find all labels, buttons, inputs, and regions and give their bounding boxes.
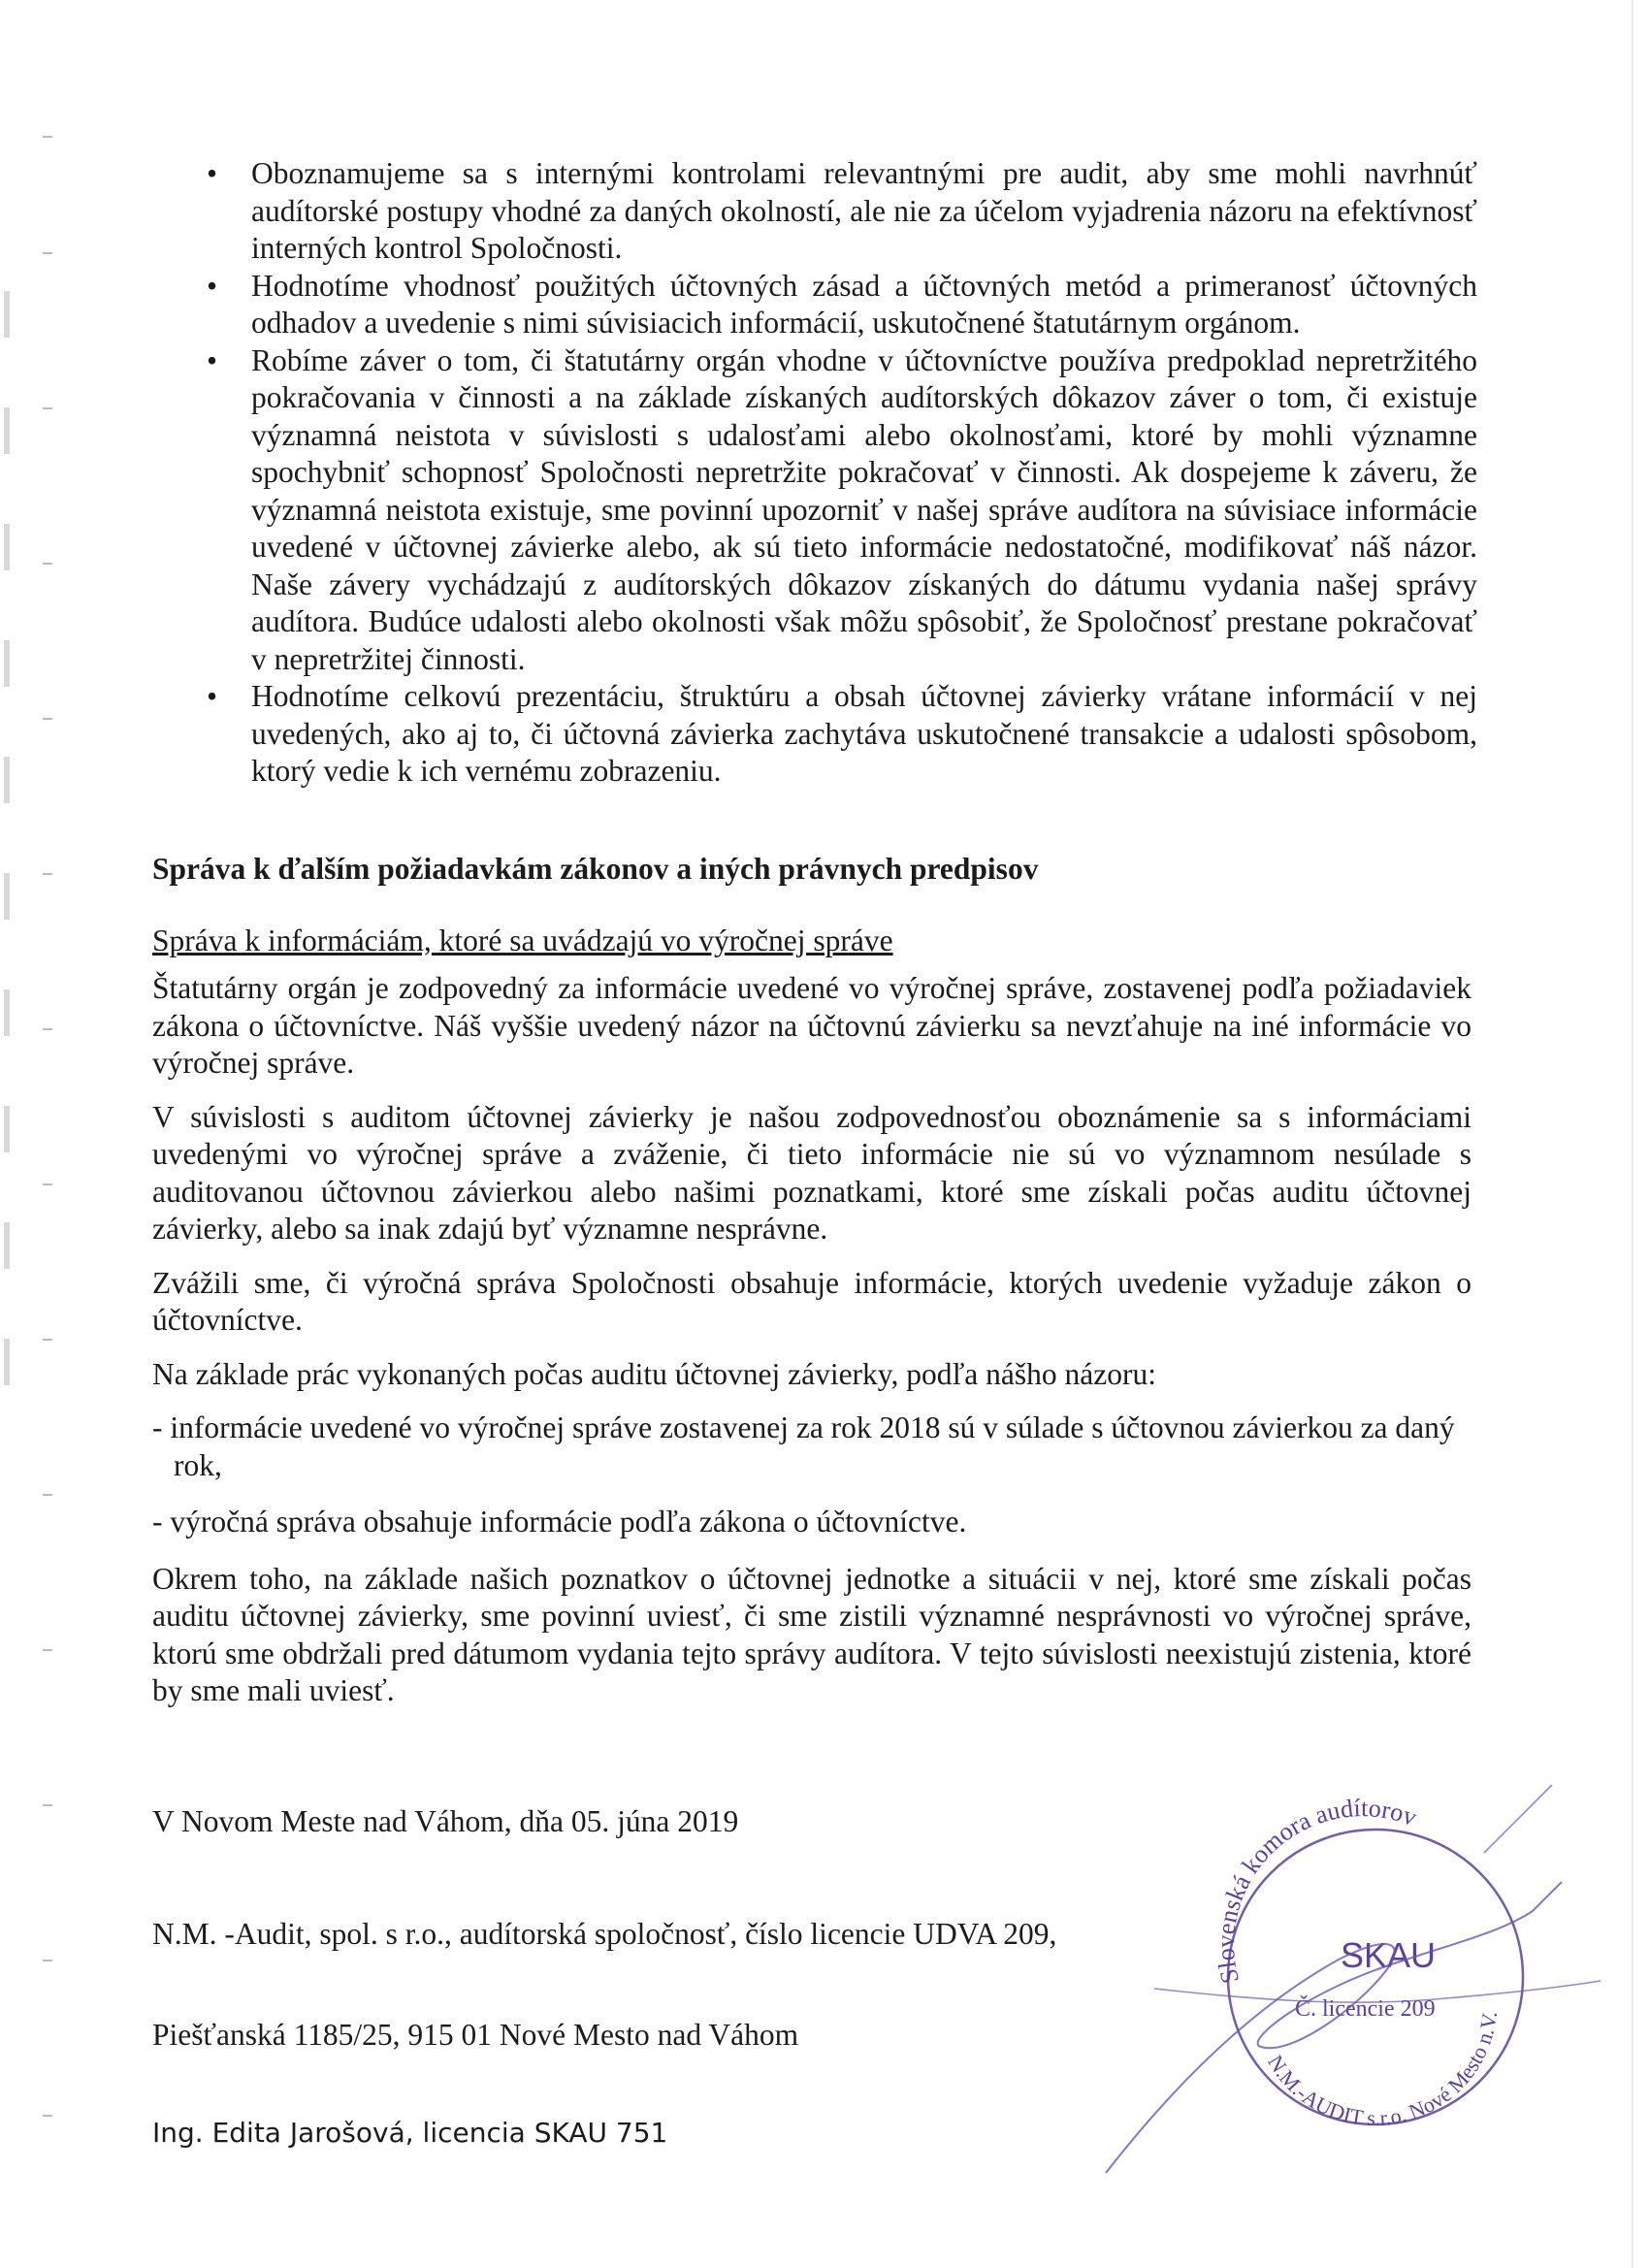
stamp-bottom-text: N.M.-AUDIT s.r.o. Nové Mesto n.V. — [1263, 2010, 1502, 2130]
bullet-dot: • — [207, 268, 218, 303]
bullet-text: Hodnotíme vhodnosť použitých účtovných zásad a účtovných metód a primeranosť účtovných odhadov a uvedenie s nimi súvisiacich informácií, uskutočnené štatutárnym orgánom. — [251, 268, 1477, 340]
place-and-date: V Novom Meste nad Váhom, dňa 05. júna 2019 — [152, 1804, 739, 1838]
bullet-item — [207, 268, 1477, 342]
scan-binding-edge — [0, 0, 58, 2268]
bullet-dot: • — [207, 679, 218, 713]
auditor-stamp — [1096, 1766, 1620, 2192]
bullet-item — [207, 678, 1477, 791]
section-subheading: Správa k informáciám, ktoré sa uvádzajú vo výročnej správe — [152, 923, 893, 957]
closing-paragraph: Okrem toho, na základe našich poznatkov o účtovnej jednotke a situácii v nej, ktoré sme získali počas auditu účtovnej závierky, sme povinní uviesť, či sme zistili významné nesprávnosti vo výročnej správe, ktorú sme obdržali pred dátumom vydania tejto správy audítora. V tejto súvislosti neexistujú zistenia, ktoré by sme mali uviesť. — [152, 1561, 1471, 1707]
report-body — [152, 970, 1471, 1727]
paragraph: V súvislosti s auditom účtovnej závierky je našou zodpovednosťou oboznámenie sa s informáciami uvedenými vo výročnej správe a zváženie, či tieto informácie nie sú vo významnom nesúlade s auditovanou účtovnou závierkou alebo našimi poznatkami, ktoré sme získali počas auditu účtovnej závierky, alebo sa inak zdajú byť významne nesprávne. — [152, 1099, 1471, 1246]
dash-item: - informácie uvedené vo výročnej správe zostavenej za rok 2018 sú v súlade s účtovnou závierkou za daný rok, — [152, 1410, 1455, 1482]
bullet-dot: • — [207, 156, 218, 190]
paragraph: Štatutárny orgán je zodpovedný za informácie uvedené vo výročnej správe, zostavenej podľa požiadaviek zákona o účtovníctve. Náš vyššie uvedený názor na účtovnú závierku sa nevzťahuje na iné informácie vo výročnej správe. — [152, 971, 1471, 1080]
auditor-name: Ing. Edita Jarošová, licencia SKAU 751 — [152, 2117, 668, 2149]
bullet-list — [207, 155, 1477, 791]
bullet-item — [207, 342, 1477, 679]
bullet-dot: • — [207, 342, 218, 377]
bullet-text: Robíme záver o tom, či štatutárny orgán vhodne v účtovníctve používa predpoklad nepretržitého pokračovania v činnosti a na základe získaných audítorských dôkazov záver o tom, či existuje významná neistota v súvislosti s udalosťami alebo okolnosťami, ktoré by mohli významne spochybniť schopnosť Spoločnosti nepretržite pokračovať v činnosti. Ak dospejeme k záveru, že významná neistota existuje, sme povinní upozorniť v našej správe audítora na súvisiace informácie uvedené v účtovnej závierke alebo, ak sú tieto informácie nedostatočné, modifikovať náš názor. Naše závery vychádzajú z audítorských dôkazov získaných do dátumu vydania našej správy audítora. Budúce udalosti alebo okolnosti však môžu spôsobiť, že Spoločnosť prestane pokračovať v nepretržitej činnosti. — [251, 342, 1477, 676]
bullet-item — [207, 155, 1477, 268]
stamp-license-text: Č. licencie 209 — [1295, 1996, 1436, 2022]
audit-firm: N.M. -Audit, spol. s r.o., audítorská spoločnosť, číslo licencie UDVA 209, — [152, 1917, 1057, 1951]
bullet-text: Oboznamujeme sa s internými kontrolami relevantnými pre audit, aby sme mohli navrhnúť audítorské postupy vhodné za daných okolností, ale nie za účelom vyjadrenia názoru na efektívnosť interných kontrol Spoločnosti. — [251, 156, 1477, 265]
scan-right-edge — [1632, 0, 1633, 2268]
stamp-top-text: Slovenská komora audítorov — [1212, 1794, 1421, 1987]
paragraph: Na základe prác vykonaných počas auditu účtovnej závierky, podľa nášho názoru: — [152, 1356, 1156, 1391]
dash-item: - výročná správa obsahuje informácie podľa zákona o účtovníctve. — [152, 1505, 967, 1539]
bullet-text: Hodnotíme celkovú prezentáciu, štruktúru a obsah účtovnej závierky vrátane informácií v nej uvedených, ako aj to, či účtovná závierka zachytáva uskutočnené transakcie a udalosti spôsobom, ktorý vedie k ich vernému zobrazeniu. — [251, 679, 1477, 788]
paragraph: Zvážili sme, či výročná správa Spoločnosti obsahuje informácie, ktorých uvedenie vyžaduje zákon o účtovníctve. — [152, 1265, 1471, 1337]
signature-flourish — [1484, 1785, 1552, 1853]
firm-address: Piešťanská 1185/25, 915 01 Nové Mesto nad Váhom — [152, 2018, 799, 2052]
stamp-center-text: SKAU — [1341, 1935, 1437, 1975]
stamp-outer-ring — [1228, 1830, 1523, 2124]
section-heading: Správa k ďalším požiadavkám zákonov a iných právnych predpisov — [152, 852, 1039, 886]
